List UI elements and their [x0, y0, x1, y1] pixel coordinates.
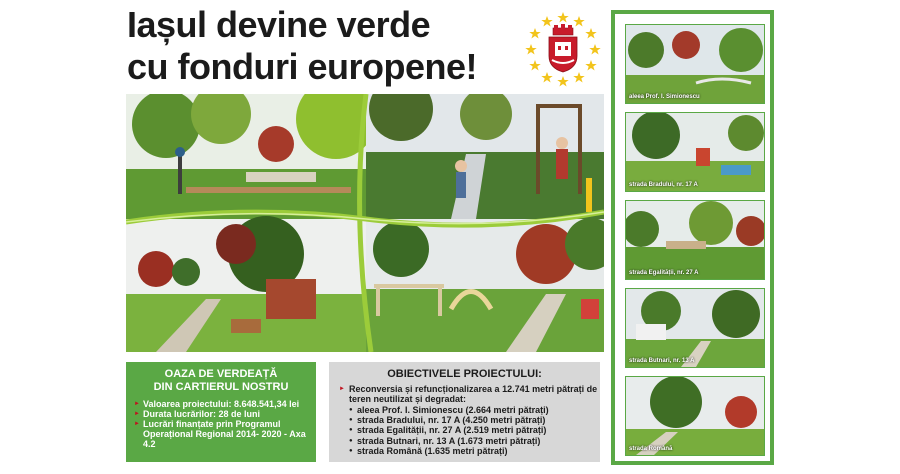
oaza-fact-value: ► Valoarea proiectului: 8.648.541,34 lei [134, 399, 316, 409]
oaza-facts-list [134, 399, 316, 449]
locations-sidebar [611, 10, 774, 465]
location-thumbnail [625, 112, 765, 192]
objective-item: ● aleea Prof. I. Simionescu (2.664 metri pătrați) [349, 405, 600, 415]
objective-item: ● strada Română (1.635 metri pătrați) [349, 446, 600, 456]
location-thumbnail [625, 24, 765, 104]
headline [127, 4, 522, 88]
thumbnail-caption: strada Egalității, nr. 27 A [629, 270, 699, 276]
render-top-right [366, 94, 604, 219]
park-render-collage [126, 94, 604, 352]
thumbnail-caption: strada Bradului, nr. 17 A [629, 182, 698, 188]
thumbnail-caption: strada Română [629, 446, 673, 452]
oaza-fact-duration: ► Durata lucrărilor: 28 de luni [134, 409, 316, 419]
objectives-panel [329, 362, 600, 462]
objective-item: ● strada Butnari, nr. 13 A (1.673 metri pătrați) [349, 436, 600, 446]
oaza-title-line-1: OAZA DE VERDEAȚĂ [164, 368, 278, 380]
objective-item: ● strada Bradului, nr. 17 A (4.250 metri pătrați) [349, 415, 600, 425]
location-thumbnail [625, 376, 765, 456]
objective-item: ● strada Egalității, nr. 27 A (2.519 metri pătrați) [349, 425, 600, 435]
objectives-list [349, 405, 600, 456]
oaza-fact-funding: ► Lucrări finanțate prin Programul Operațional Regional 2014- 2020 - Axa 4.2 [134, 419, 316, 449]
headline-line-1: Iașul devine verde [127, 4, 431, 45]
oaza-title-line-2: DIN CARTIERUL NOSTRU [153, 381, 289, 393]
oaza-info-panel [126, 362, 316, 462]
render-top-left [126, 94, 376, 219]
location-thumbnail [625, 288, 765, 368]
thumbnail-caption: aleea Prof. I. Simionescu [629, 94, 700, 100]
iasi-eu-emblem [522, 8, 604, 90]
render-bottom-right [366, 218, 604, 352]
oaza-title [126, 368, 316, 394]
thumbnail-caption: strada Butnari, nr. 13 A [629, 358, 695, 364]
iasi-crest-icon [549, 24, 577, 72]
objectives-title: OBIECTIVELE PROIECTULUI: [387, 368, 542, 380]
objectives-lead: ► Reconversia și refuncționalizarea a 12.741 metri pătrați de teren neutilizat și degradat: [339, 384, 600, 404]
render-bottom-left [126, 216, 366, 352]
location-thumbnail [625, 200, 765, 280]
headline-line-2: cu fonduri europene! [127, 46, 477, 87]
